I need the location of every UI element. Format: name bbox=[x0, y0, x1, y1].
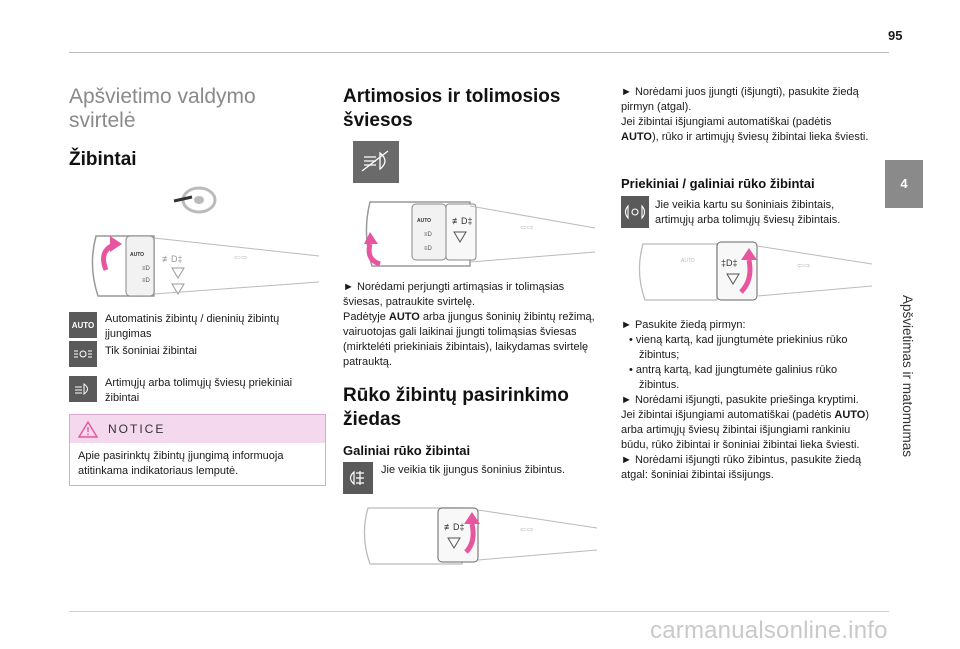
legend-auto-text: Automatinis žibintų / dieninių žibintų įjungimas bbox=[105, 313, 280, 340]
rear-fog-step: ► Norėdami juos įjungti (išjungti), pasukite žiedą pirmyn (atgal). bbox=[621, 86, 859, 113]
fog-auto-note: Jei žibintai išjungiami automatiškai (padėtis AUTO) arba artimųjų šviesų žibintai išjungiami rankiniu būdu, rūko žibintai ir šoniniai žibintai lieka šviesti. bbox=[621, 409, 870, 451]
chapter-tab[interactable]: 4 bbox=[885, 160, 923, 208]
notice-header bbox=[70, 415, 325, 443]
side-lights-icon bbox=[69, 341, 97, 367]
lighting-stalk-illustration bbox=[84, 226, 326, 304]
chapter-label: Apšvietimas ir matomumas bbox=[900, 295, 915, 458]
svg-text:≢D‡: ≢D‡ bbox=[444, 522, 465, 532]
heading-front-rear-fog: Priekiniai / galiniai rūko žibintai bbox=[621, 176, 815, 191]
fog-step-back: ► Norėdami išjungti rūko žibintus, pasukite žiedą atgal: šoniniai žibintai išsijungs. bbox=[621, 454, 862, 481]
svg-text:≡D: ≡D bbox=[424, 232, 432, 238]
heading-lights: Žibintai bbox=[69, 149, 137, 170]
top-rule bbox=[69, 52, 889, 53]
beam-stalk-illustration bbox=[360, 194, 600, 276]
svg-text:≡D: ≡D bbox=[424, 246, 432, 252]
fog-bullet-rear: • antrą kartą, kad įjungtumėte galinius rūko žibintus. bbox=[629, 364, 838, 391]
notice-text: Apie pasirinktų žibintų įjungimą informuoja atitinkama indikatoriaus lemputė. bbox=[78, 450, 284, 477]
rear-fog-text: Jie veikia tik įjungus šoninius žibintus. bbox=[381, 464, 566, 476]
svg-text:AUTO: AUTO bbox=[681, 258, 695, 264]
section-title: Apšvietimo valdymo svirtelė bbox=[69, 85, 256, 132]
svg-text:AUTO: AUTO bbox=[417, 218, 432, 224]
svg-text:⇦⇨: ⇦⇨ bbox=[520, 223, 534, 232]
svg-text:⇦⇨: ⇦⇨ bbox=[520, 525, 534, 534]
rear-fog-auto-note: Jei žibintai išjungiami automatiškai (padėtis AUTO), rūko ir artimųjų šviesų žibintai lieka šviesti. bbox=[621, 116, 869, 143]
svg-text:≡D: ≡D bbox=[142, 266, 150, 272]
svg-text:⇦⇨: ⇦⇨ bbox=[797, 261, 811, 270]
heading-rear-fog: Galiniai rūko žibintai bbox=[343, 443, 471, 458]
headlights-icon bbox=[69, 376, 97, 402]
beam-switch-icon bbox=[353, 141, 399, 183]
rear-fog-icon bbox=[343, 462, 373, 494]
legend-side-lights-text: Tik šoniniai žibintai bbox=[105, 345, 197, 357]
svg-text:≢D‡: ≢D‡ bbox=[452, 216, 473, 226]
watermark: carmanualsonline.info bbox=[650, 617, 888, 644]
beam-instructions bbox=[343, 280, 598, 370]
auto-icon: AUTO bbox=[69, 312, 97, 338]
svg-text:≢D‡: ≢D‡ bbox=[162, 254, 183, 264]
svg-text:‡D‡: ‡D‡ bbox=[721, 258, 738, 268]
svg-text:≡D: ≡D bbox=[142, 278, 150, 284]
svg-text:AUTO: AUTO bbox=[130, 252, 145, 258]
svg-text:⇦⇨: ⇦⇨ bbox=[234, 253, 248, 262]
legend-headlights-text: Artimųjų arba tolimųjų šviesų priekiniai žibintai bbox=[105, 377, 293, 404]
front-rear-fog-icon bbox=[621, 196, 649, 228]
steering-wheel-icon bbox=[172, 183, 218, 217]
fog-step-off: ► Norėdami išjungti, pasukite priešinga kryptimi. bbox=[621, 394, 859, 406]
front-rear-fog-instructions bbox=[621, 318, 873, 483]
heading-low-high-beam: Artimosios ir tolimosios šviesos bbox=[343, 86, 561, 131]
beam-auto-note: Padėtyje AUTO arba įjungus šoninių žibintų režimą, vairuotojas gali laikinai įjungti tolimąsias šviesas (mirkteléti priekiniais žibintais), laikydamas svirtelę patrauktą. bbox=[343, 311, 595, 368]
fog-bullet-front: • vieną kartą, kad įjungtumėte priekinius rūko žibintus; bbox=[629, 334, 848, 361]
rear-fog-instructions bbox=[621, 85, 871, 145]
rear-fog-ring-illustration bbox=[362, 500, 600, 572]
notice-title: NOTICE bbox=[108, 422, 166, 436]
heading-fog-ring: Rūko žibintų pasirinkimo žiedas bbox=[343, 385, 569, 430]
bottom-rule bbox=[69, 611, 889, 612]
warning-icon bbox=[78, 420, 98, 438]
fog-step-forward: ► Pasukite žiedą pirmyn: bbox=[621, 319, 746, 331]
beam-step: ► Norėdami perjungti artimąsias ir tolimąsias šviesas, patraukite svirtelę. bbox=[343, 281, 565, 308]
front-rear-fog-ring-illustration bbox=[637, 236, 875, 308]
page-number: 95 bbox=[888, 28, 903, 43]
front-rear-fog-text: Jie veikia kartu su šoniniais žibintais, artimųjų arba tolimųjų šviesų žibintais. bbox=[655, 199, 841, 226]
notice-box bbox=[69, 414, 326, 486]
